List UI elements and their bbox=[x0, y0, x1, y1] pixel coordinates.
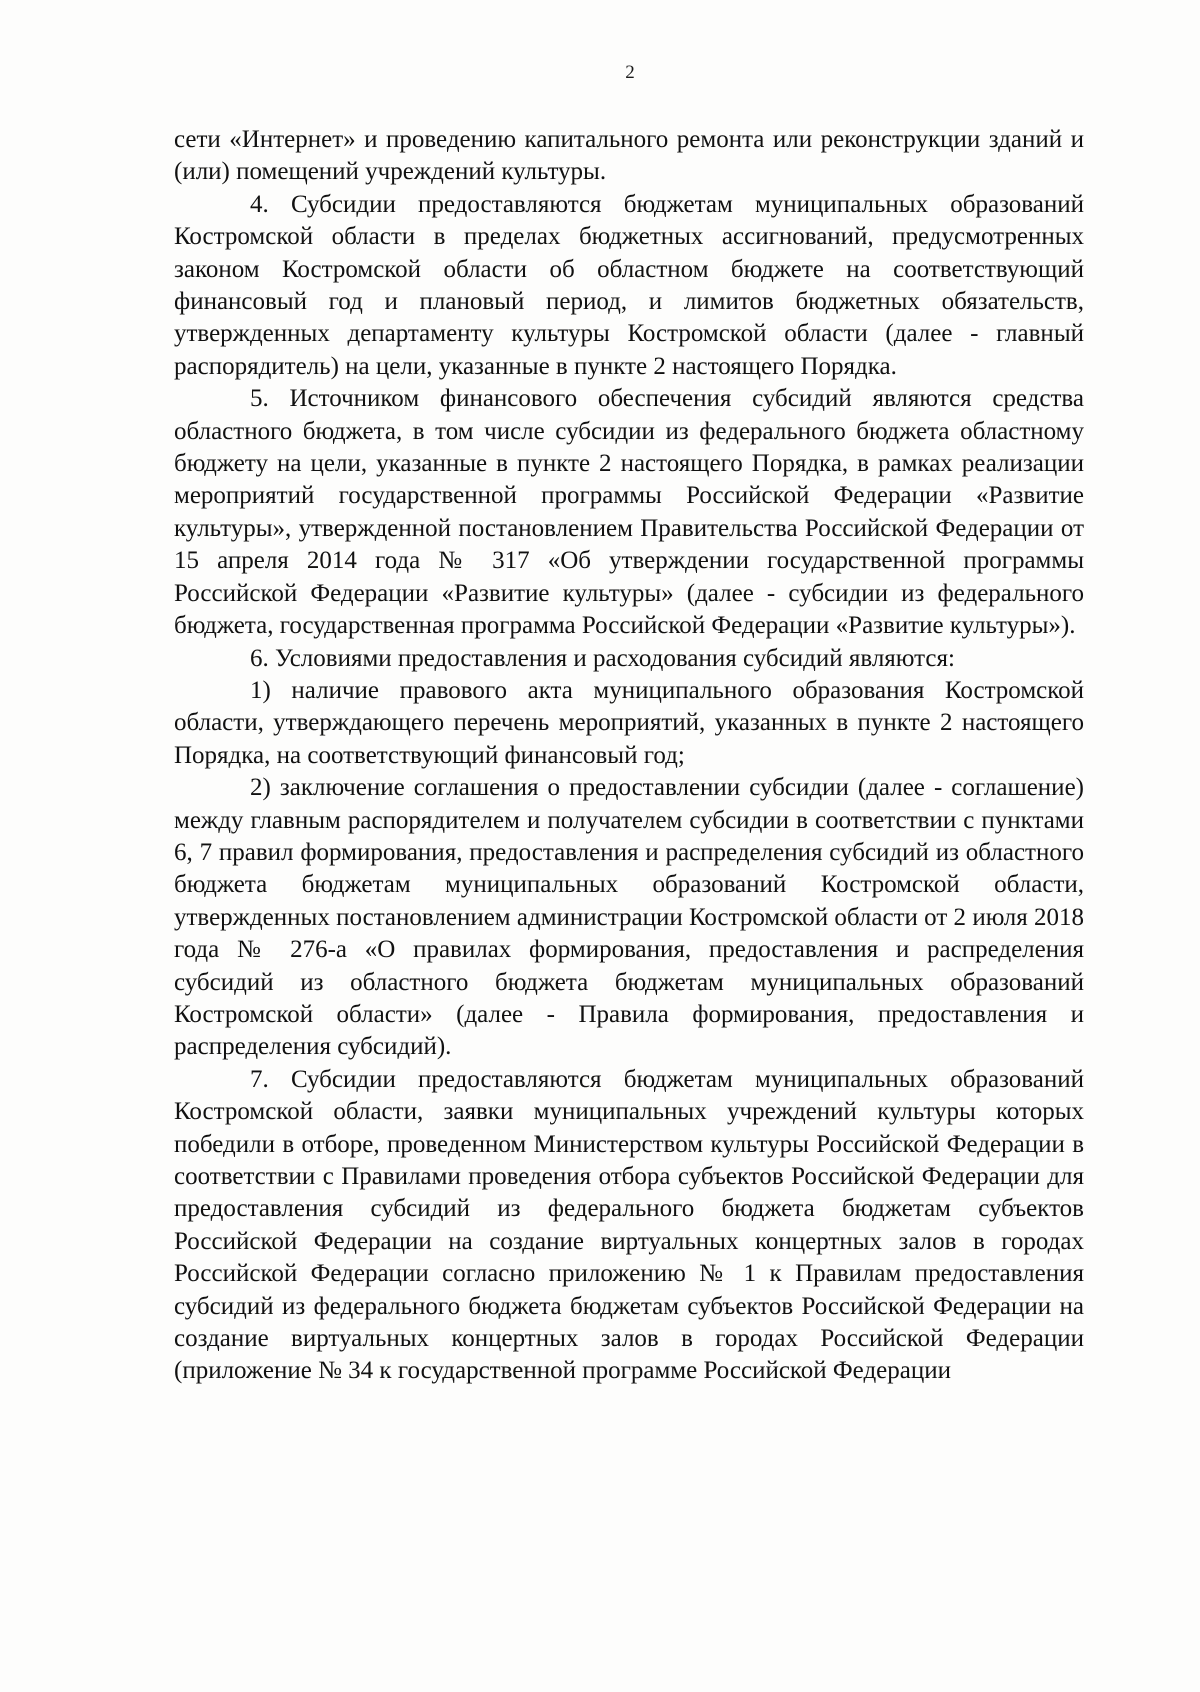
paragraph-item-7: 7. Субсидии предоставляются бюджетам муниципальных образований Костромской области, заявки муниципальных учреждений культуры которых победили в отборе, проведенном Министерством культуры Российской Федерации в соответствии с Правилами проведения отбора субъектов Российской Федерации для предоставления субсидий из федерального бюджета бюджетам субъектов Российской Федерации на создание виртуальных концертных залов в городах Российской Федерации согласно приложению № 1 к Правилам предоставления субсидий из федерального бюджета бюджетам субъектов Российской Федерации на создание виртуальных концертных залов в городах Российской Федерации (приложение № 34 к государственной программе Российской Федерации bbox=[174, 1065, 1084, 1385]
paragraph-subitem-2: 2) заключение соглашения о предоставлении субсидии (далее - соглашение) между главным распорядителем и получателем субсидии в соответствии с пунктами 6, 7 правил формирования, предоставления и распределения субсидий из областного бюджета бюджетам муниципальных образований Костромской области, утвержденных постановлением администрации Костромской области от 2 июля 2018 года № 276-а «О правилах формирования, предоставления и распределения субсидий из областного бюджета бюджетам муниципальных образований Костромской области» (далее - Правила формирования, предоставления и распределения субсидий). bbox=[174, 774, 1084, 1061]
document-body bbox=[174, 124, 1084, 1388]
paragraph-continuation: сети «Интернет» и проведению капитального ремонта или реконструкции зданий и (или) помещений учреждений культуры. bbox=[174, 126, 1084, 186]
paragraph-item-6: 6. Условиями предоставления и расходования субсидий являются: bbox=[250, 644, 955, 672]
page-number: 2 bbox=[625, 62, 635, 83]
paragraph-item-5: 5. Источником финансового обеспечения субсидий являются средства областного бюджета, в том числе субсидии из федерального бюджета областному бюджету на цели, указанные в пункте 2 настоящего Порядка, в рамках реализации мероприятий государственной программы Российской Федерации «Развитие культуры», утвержденной постановлением Правительства Российской Федерации от 15 апреля 2014 года № 317 «Об утверждении государственной программы Российской Федерации «Развитие культуры» (далее - субсидии из федерального бюджета, государственная программа Российской Федерации «Развитие культуры»). bbox=[174, 385, 1084, 640]
paragraph-item-4: 4. Субсидии предоставляются бюджетам муниципальных образований Костромской области в пределах бюджетных ассигнований, предусмотренных законом Костромской области об областном бюджете на соответствующий финансовый год и плановый период, и лимитов бюджетных обязательств, утвержденных департаменту культуры Костромской области (далее - главный распорядитель) на цели, указанные в пункте 2 настоящего Порядка. bbox=[174, 190, 1084, 380]
paragraph-subitem-1: 1) наличие правового акта муниципального образования Костромской области, утверждающего перечень мероприятий, указанных в пункте 2 настоящего Порядка, на соответствующий финансовый год; bbox=[174, 676, 1084, 769]
